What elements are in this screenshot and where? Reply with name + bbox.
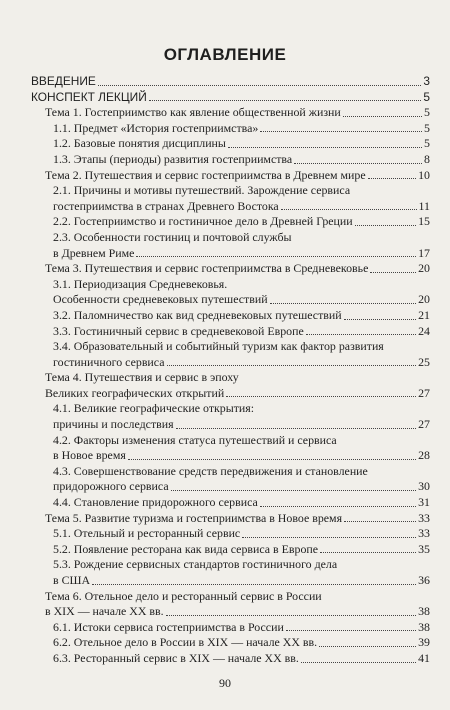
dot-leader: [136, 256, 416, 257]
toc-entry[interactable]: [31, 620, 430, 636]
toc-entry-title: 1.1. Предмет «История гостеприимства»: [53, 120, 259, 135]
dot-leader: [343, 116, 422, 117]
toc-entry[interactable]: [31, 152, 430, 168]
toc-entry-page: 15: [418, 214, 430, 229]
dot-leader: [320, 552, 416, 553]
toc-entry-page: 25: [418, 354, 430, 369]
toc-entry-page: 17: [418, 245, 430, 260]
dot-leader: [149, 100, 422, 101]
toc-entry-title: в США: [53, 573, 91, 587]
toc-entry-title: 4.1. Великие географические открытия:: [53, 401, 255, 416]
toc-entry-title: Тема 3. Путешествия и сервис гостеприимства в Средневековье: [45, 261, 369, 276]
toc-entry[interactable]: [31, 183, 430, 214]
toc-entry-title: 5.1. Отельный и ресторанный сервис: [53, 526, 241, 541]
toc-entry[interactable]: [31, 651, 430, 667]
toc-entry-title: 2.3. Особенности гостиниц и почтовой службы: [53, 229, 292, 244]
toc-entry-title: Тема 6. Отельное дело и ресторанный сервис в России: [45, 588, 322, 603]
toc-entry-title: гостиничного сервиса: [53, 354, 165, 369]
toc-entry-page: 41: [418, 650, 430, 665]
toc-entry-title: ВВЕДЕНИЕ: [31, 74, 96, 88]
dot-leader: [171, 490, 417, 491]
dot-leader: [242, 537, 416, 538]
toc-entry-title: 3.1. Периодизация Средневековья.: [53, 276, 228, 291]
toc-entry-title: 4.3. Совершенствование средств передвижения и становление: [53, 463, 368, 478]
toc-entry[interactable]: [31, 308, 430, 324]
dot-leader: [226, 396, 416, 397]
toc-entry[interactable]: [31, 542, 430, 558]
toc-entry-page: 3: [423, 74, 430, 88]
dot-leader: [344, 521, 416, 522]
toc-entry-title: 6.1. Истоки сервиса гостеприимства в России: [53, 619, 284, 634]
toc-entry-title: в Древнем Риме: [53, 245, 135, 260]
toc-entry[interactable]: [31, 136, 430, 152]
toc-entry[interactable]: [31, 526, 430, 542]
toc-entry-page: 5: [424, 105, 430, 120]
toc-entry[interactable]: [31, 511, 430, 527]
toc-entry-title: 5.3. Рождение сервисных стандартов гостиничного дела: [53, 557, 338, 572]
toc-entry-page: 8: [424, 151, 430, 166]
toc-entry-title: Тема 5. Развитие туризма и гостеприимства в Новое время: [45, 510, 343, 525]
toc-entry-title: придорожного сервиса: [53, 479, 169, 494]
toc-entry-title: 2.1. Причины и мотивы путешествий. Зарождение сервиса: [53, 183, 351, 198]
toc-entry[interactable]: [31, 339, 430, 370]
toc-entry-title: в Новое время: [53, 448, 126, 463]
toc-entry[interactable]: [31, 74, 430, 90]
toc-entry[interactable]: [31, 433, 430, 464]
toc-entry-title: 1.2. Базовые понятия дисциплины: [53, 136, 226, 151]
toc-entry-page: 5: [424, 136, 430, 151]
toc-entry-page: 20: [418, 292, 430, 307]
dot-leader: [166, 615, 416, 616]
dot-leader: [306, 334, 416, 335]
toc-entry-page: 5: [424, 120, 430, 135]
toc-entry[interactable]: [31, 464, 430, 495]
dot-leader: [294, 163, 422, 164]
toc-entry-page: 38: [418, 619, 430, 634]
toc-entry[interactable]: [31, 557, 430, 588]
toc-entry[interactable]: [31, 324, 430, 340]
toc-entry[interactable]: [31, 168, 430, 184]
dot-leader: [167, 365, 417, 366]
table-of-contents: [31, 74, 430, 667]
toc-entry-title: 1.3. Этапы (периоды) развития гостеприимства: [53, 151, 293, 166]
toc-entry-title: Великих географических открытий: [45, 385, 225, 400]
toc-entry-title: гостеприимства в странах Древнего Востока: [53, 198, 279, 213]
toc-entry-page: 33: [418, 526, 430, 541]
dot-leader: [128, 459, 416, 460]
toc-entry[interactable]: [31, 277, 430, 308]
toc-entry-title: 6.3. Ресторанный сервис в XIX — начале XX вв.: [53, 650, 299, 665]
toc-entry-page: 11: [418, 198, 430, 213]
dot-leader: [270, 303, 417, 304]
toc-entry-page: 27: [418, 385, 430, 400]
toc-entry-page: 33: [418, 510, 430, 525]
toc-entry[interactable]: [31, 635, 430, 651]
toc-entry-page: 39: [418, 635, 430, 650]
toc-entry-page: 5: [423, 89, 430, 104]
dot-leader: [260, 131, 422, 132]
page-title: ОГЛАВЛЕНИЕ: [163, 45, 287, 64]
dot-leader: [98, 85, 422, 86]
dot-leader: [344, 319, 417, 320]
dot-leader: [370, 272, 416, 273]
toc-entry-title: 3.2. Паломничество как вид средневековых путешествий: [53, 307, 342, 322]
toc-entry[interactable]: [31, 105, 430, 121]
toc-entry-title: 6.2. Отельное дело в России в XIX — начале XX вв.: [53, 635, 318, 650]
toc-entry-title: причины и последствия: [53, 417, 174, 432]
toc-entry-title: 2.2. Гостеприимство и гостиничное дело в Древней Греции: [53, 214, 353, 229]
toc-entry-title: 4.4. Становление придорожного сервиса: [53, 495, 258, 510]
toc-entry-title: КОНСПЕКТ ЛЕКЦИЙ: [31, 89, 147, 104]
toc-entry-title: 3.3. Гостиничный сервис в средневековой Европе: [53, 323, 304, 338]
toc-entry[interactable]: [31, 230, 430, 261]
toc-entry-page: 31: [418, 495, 430, 510]
toc-entry-title: в XIX — начале XX вв.: [45, 604, 164, 619]
toc-entry-page: 38: [418, 604, 430, 619]
toc-entry[interactable]: [31, 261, 430, 277]
toc-entry-title: Особенности средневековых путешествий: [53, 292, 268, 307]
toc-entry[interactable]: [31, 401, 430, 432]
toc-entry-title: 4.2. Факторы изменения статуса путешествий и сервиса: [53, 432, 337, 447]
toc-entry[interactable]: [31, 121, 430, 137]
dot-leader: [228, 147, 422, 148]
dot-leader: [260, 506, 416, 507]
toc-entry-page: 28: [418, 448, 430, 463]
toc-entry[interactable]: [31, 90, 430, 106]
toc-entry-page: 27: [418, 417, 430, 432]
toc-entry[interactable]: [31, 589, 430, 620]
dot-leader: [281, 209, 417, 210]
toc-entry-page: 35: [418, 541, 430, 556]
toc-entry-page: 30: [418, 479, 430, 494]
dot-leader: [92, 584, 416, 585]
dot-leader: [319, 646, 416, 647]
toc-entry-page: 21: [418, 307, 430, 322]
toc-entry[interactable]: [31, 214, 430, 230]
toc-entry-page: 10: [418, 167, 430, 182]
dot-leader: [176, 428, 417, 429]
page-number: 90: [219, 676, 231, 690]
toc-entry-title: Тема 1. Гостеприимство как явление общественной жизни: [45, 105, 341, 120]
toc-entry-page: 24: [418, 323, 430, 338]
toc-entry-title: Тема 4. Путешествия и сервис в эпоху: [45, 370, 239, 385]
dot-leader: [368, 178, 416, 179]
toc-entry-page: 20: [418, 261, 430, 276]
toc-entry-title: 3.4. Образовательный и событийный туризм как фактор развития: [53, 339, 384, 354]
toc-entry-page: 36: [418, 573, 430, 587]
toc-entry[interactable]: [31, 495, 430, 511]
toc-entry[interactable]: [31, 370, 430, 401]
toc-entry-title: 5.2. Появление ресторана как вида сервиса в Европе: [53, 541, 319, 556]
dot-leader: [286, 630, 416, 631]
toc-entry-title: Тема 2. Путешествия и сервис гостеприимства в Древнем мире: [45, 167, 366, 182]
dot-leader: [301, 662, 416, 663]
dot-leader: [355, 225, 416, 226]
